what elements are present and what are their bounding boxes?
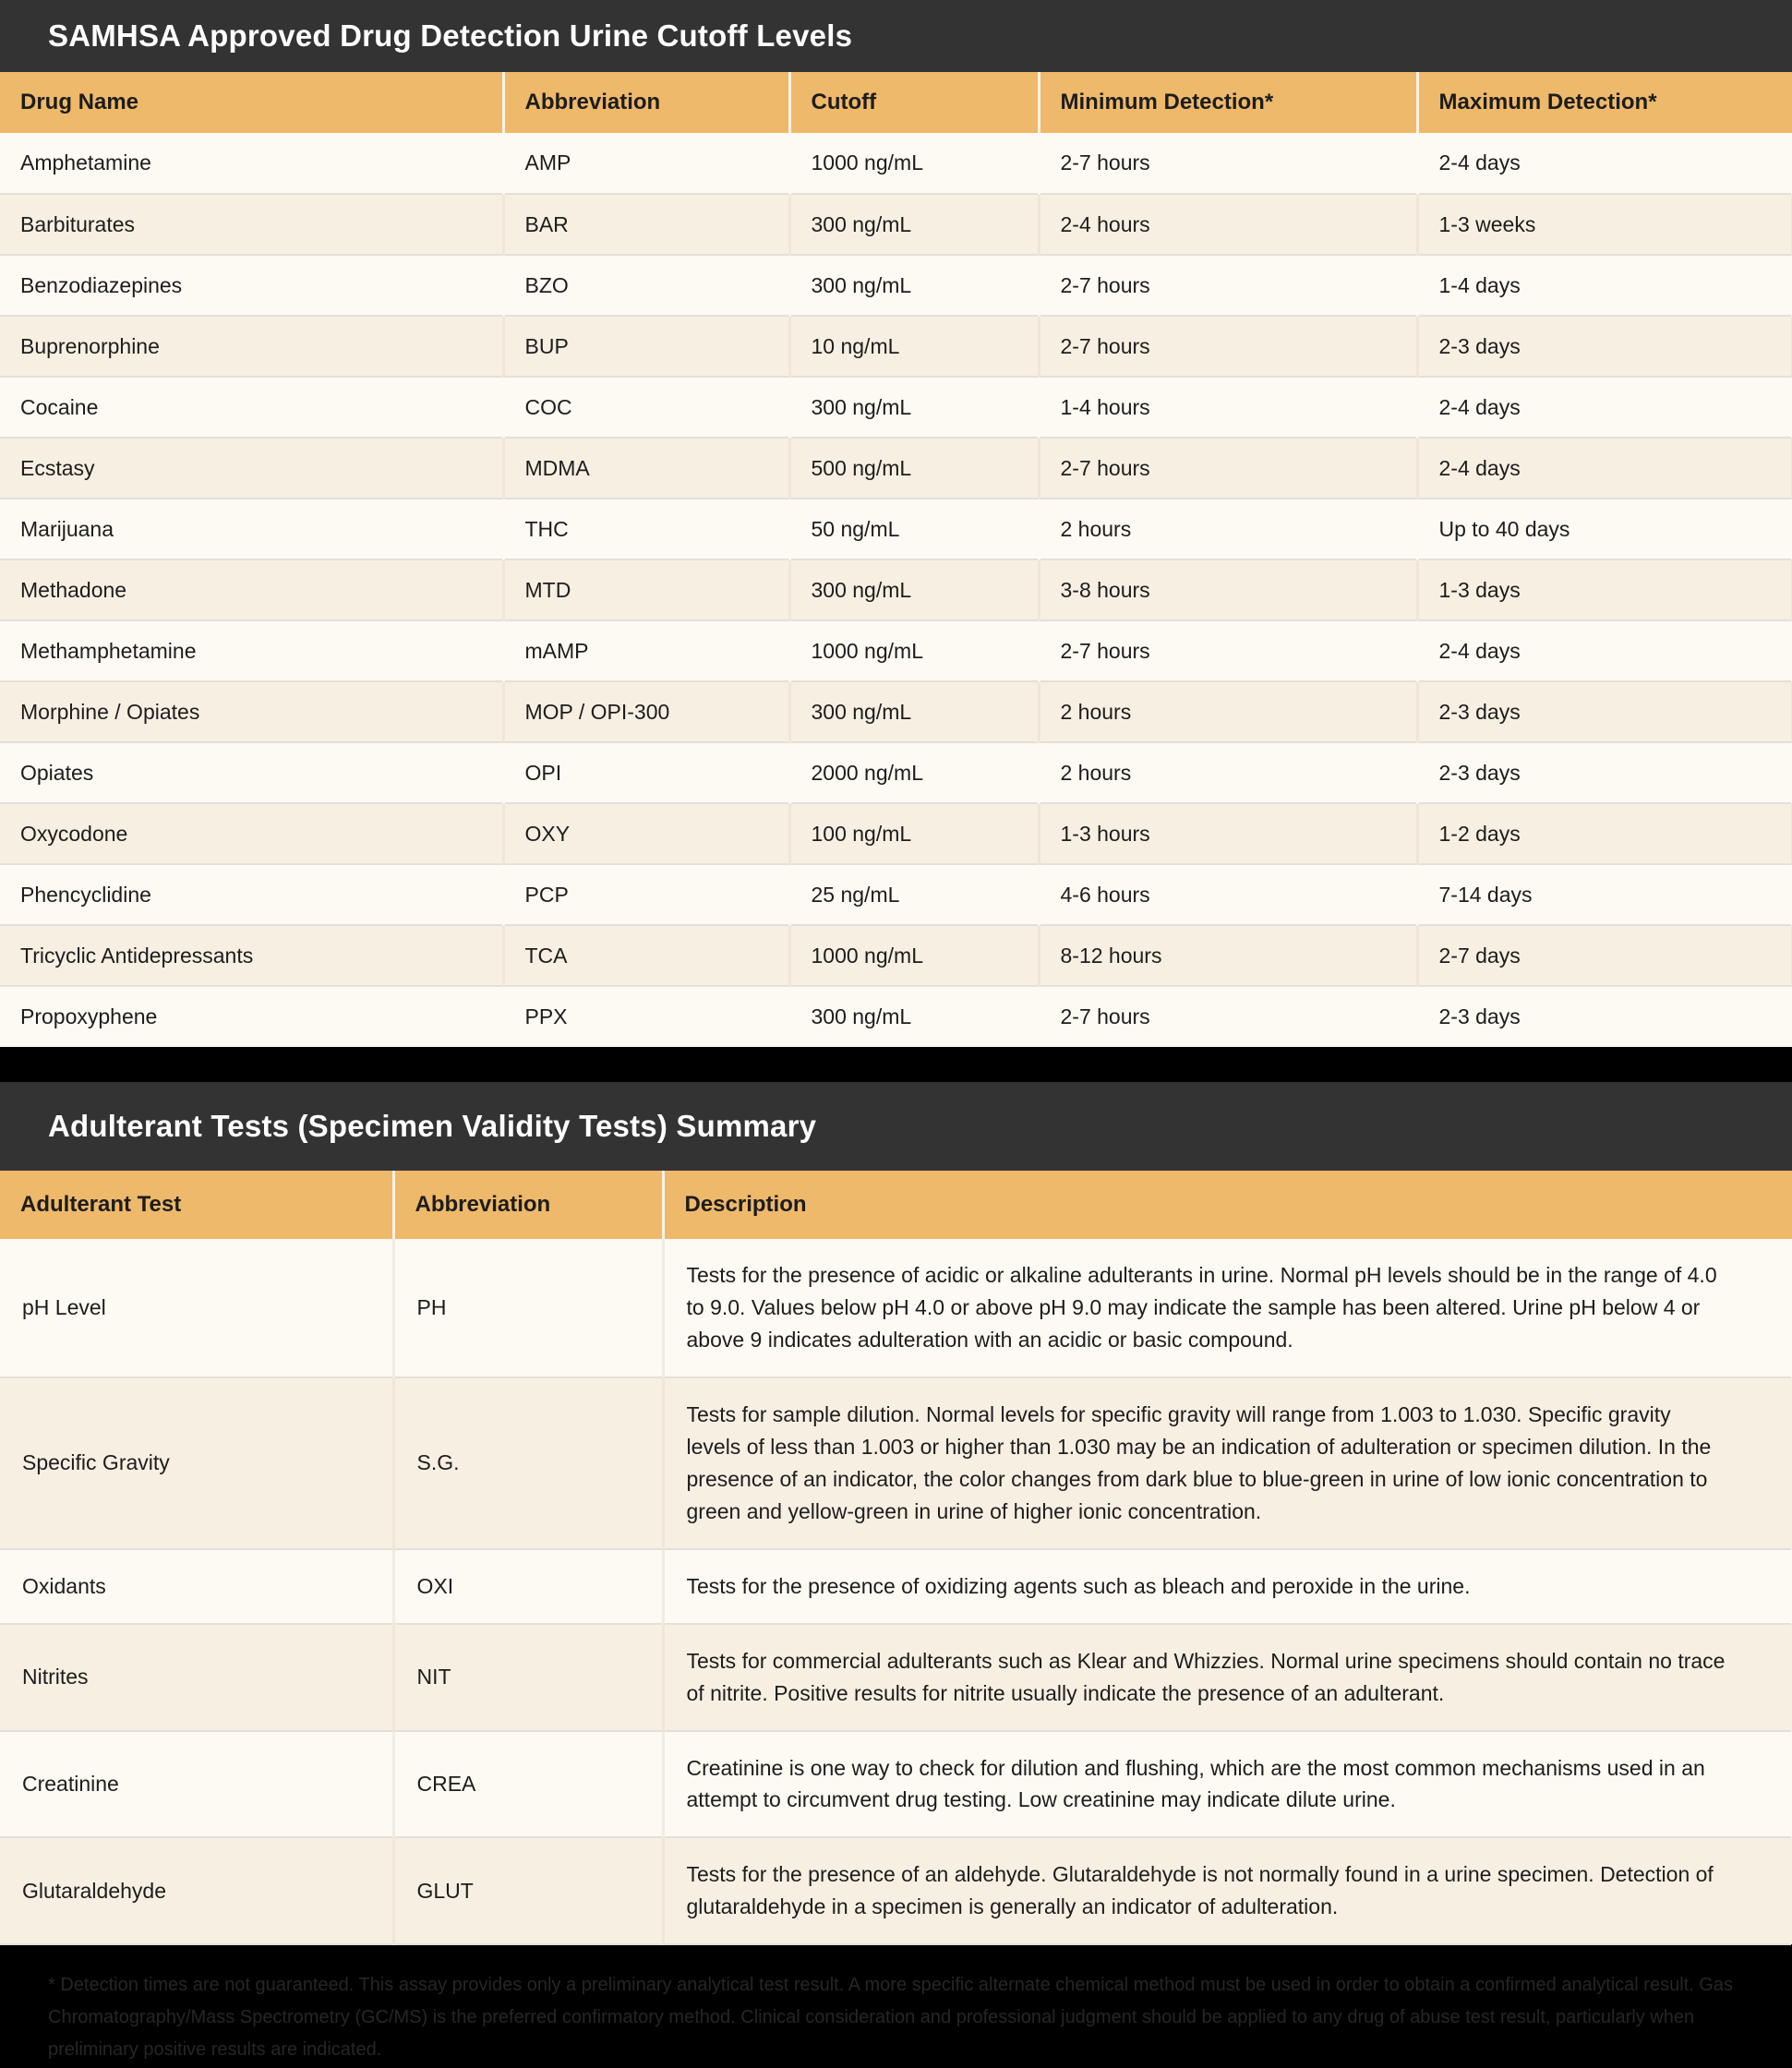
table-row [0,133,1792,194]
drug-minimum-detection: 4-6 hours [1039,864,1417,925]
table-row [0,559,1792,620]
drug-minimum-detection: 2-7 hours [1039,255,1417,316]
table-row [0,438,1792,499]
table-row [0,316,1792,377]
drug-name: Morphine / Opiates [0,681,503,742]
drug-name: Amphetamine [0,133,503,194]
drug-cutoff: 300 ng/mL [789,681,1039,742]
drug-cutoff: 1000 ng/mL [789,133,1039,194]
drug-table-header-row [0,72,1792,133]
drug-cutoff: 25 ng/mL [789,864,1039,925]
table-row [0,1624,1792,1731]
drug-abbreviation: THC [503,499,789,559]
section-divider-band [0,1047,1792,1082]
drug-maximum-detection: 1-2 days [1417,803,1792,864]
drug-minimum-detection: 2 hours [1039,742,1417,803]
column-header-description: Description [663,1171,1792,1239]
column-header-drug-name: Drug Name [0,72,503,133]
drug-abbreviation: TCA [503,925,789,986]
drug-abbreviation: PCP [503,864,789,925]
table-row [0,1239,1792,1377]
adulterant-description: Tests for the presence of an aldehyde. Glutaraldehyde is not normally found in a urine specimen. Detection of glutaraldehyde in a specimen is generally an indicator of adulteration. [663,1837,1792,1944]
table-row [0,499,1792,559]
footnote-disclaimer: * Detection times are not guaranteed. This assay provides only a preliminary analytical test result. A more specific alternate chemical method must be used in order to obtain a confirmed analytical result. Gas Chromatography/Mass Spectrometry (GC/MS) is the preferred confirmatory method. Clinical consideration and professional judgment should be applied to any drug of abuse test result, particularly when preliminary positive results are indicated. [0,1945,1792,2066]
drug-maximum-detection: 2-4 days [1417,133,1792,194]
drug-name: Marijuana [0,499,503,559]
table-row [0,864,1792,925]
table-row [0,377,1792,438]
adulterant-table-header-row [0,1171,1792,1239]
drug-name: Opiates [0,742,503,803]
table-row [0,255,1792,316]
adulterant-name: pH Level [0,1239,393,1377]
adulterant-abbreviation: OXI [393,1549,663,1624]
adulterant-table-body [0,1239,1792,1944]
drug-section-title: SAMHSA Approved Drug Detection Urine Cutoff Levels [48,18,853,53]
adulterant-description: Tests for sample dilution. Normal levels for specific gravity will range from 1.003 to 1.030. Specific gravity levels of less than 1.003 or higher than 1.030 may be an indication of adulteration or specimen dilution. In the presence of an indicator, the color changes from dark blue to blue-green in urine of low ionic concentration to green and yellow-green in urine of higher ionic concentration. [663,1377,1792,1549]
drug-minimum-detection: 2 hours [1039,499,1417,559]
drug-minimum-detection: 2-7 hours [1039,986,1417,1047]
drug-minimum-detection: 8-12 hours [1039,925,1417,986]
drug-cutoff: 1000 ng/mL [789,620,1039,681]
drug-minimum-detection: 2 hours [1039,681,1417,742]
table-row [0,986,1792,1047]
drug-name: Phencyclidine [0,864,503,925]
column-header-maximum-detection: Maximum Detection* [1417,72,1792,133]
drug-abbreviation: MTD [503,559,789,620]
drug-maximum-detection: 2-3 days [1417,986,1792,1047]
adulterant-name: Oxidants [0,1549,393,1624]
drug-name: Cocaine [0,377,503,438]
drug-abbreviation: AMP [503,133,789,194]
drug-abbreviation: COC [503,377,789,438]
column-header-cutoff: Cutoff [789,72,1039,133]
drug-cutoff: 300 ng/mL [789,255,1039,316]
drug-maximum-detection: 7-14 days [1417,864,1792,925]
table-row [0,1549,1792,1624]
drug-maximum-detection: 2-7 days [1417,925,1792,986]
drug-cutoff: 300 ng/mL [789,377,1039,438]
drug-section-banner [0,0,1792,72]
adulterant-name: Glutaraldehyde [0,1837,393,1944]
drug-minimum-detection: 2-7 hours [1039,620,1417,681]
drug-minimum-detection: 1-3 hours [1039,803,1417,864]
drug-abbreviation: BAR [503,194,789,255]
drug-name: Ecstasy [0,438,503,499]
drug-name: Oxycodone [0,803,503,864]
drug-maximum-detection: Up to 40 days [1417,499,1792,559]
drug-minimum-detection: 2-4 hours [1039,194,1417,255]
drug-cutoff: 300 ng/mL [789,194,1039,255]
adulterant-description: Creatinine is one way to check for dilution and flushing, which are the most common mechanisms used in an attempt to circumvent drug testing. Low creatinine may indicate dilute urine. [663,1731,1792,1838]
drug-minimum-detection: 2-7 hours [1039,133,1417,194]
drug-minimum-detection: 3-8 hours [1039,559,1417,620]
adulterant-abbreviation: S.G. [393,1377,663,1549]
table-row [0,803,1792,864]
adulterant-description: Tests for the presence of acidic or alkaline adulterants in urine. Normal pH levels should be in the range of 4.0 to 9.0. Values below pH 4.0 or above pH 9.0 may indicate the sample has been altered. Urine pH below 4 or above 9 indicates adulteration with an acidic or basic compound. [663,1239,1792,1377]
adulterant-test-table [0,1171,1792,1945]
drug-minimum-detection: 1-4 hours [1039,377,1417,438]
adulterant-description: Tests for the presence of oxidizing agents such as bleach and peroxide in the urine. [663,1549,1792,1624]
column-header-adulterant-test: Adulterant Test [0,1171,393,1239]
drug-name: Methamphetamine [0,620,503,681]
drug-abbreviation: mAMP [503,620,789,681]
drug-table-body [0,133,1792,1047]
drug-abbreviation: OPI [503,742,789,803]
table-row [0,925,1792,986]
drug-maximum-detection: 2-4 days [1417,620,1792,681]
column-header-adulterant-abbreviation: Abbreviation [393,1171,663,1239]
drug-maximum-detection: 1-3 weeks [1417,194,1792,255]
drug-maximum-detection: 2-3 days [1417,681,1792,742]
adulterant-abbreviation: CREA [393,1731,663,1838]
table-row [0,1837,1792,1944]
drug-name: Buprenorphine [0,316,503,377]
drug-name: Benzodiazepines [0,255,503,316]
table-row [0,194,1792,255]
drug-maximum-detection: 2-3 days [1417,316,1792,377]
drug-cutoff: 1000 ng/mL [789,925,1039,986]
column-header-abbreviation: Abbreviation [503,72,789,133]
table-row [0,742,1792,803]
adulterant-description: Tests for commercial adulterants such as Klear and Whizzies. Normal urine specimens should contain no trace of nitrite. Positive results for nitrite usually indicate the presence of an adulterant. [663,1624,1792,1731]
adulterant-abbreviation: NIT [393,1624,663,1731]
drug-cutoff-table [0,72,1792,1047]
drug-minimum-detection: 2-7 hours [1039,316,1417,377]
drug-cutoff: 500 ng/mL [789,438,1039,499]
adulterant-section-title: Adulterant Tests (Specimen Validity Tests) Summary [48,1108,817,1143]
drug-abbreviation: BUP [503,316,789,377]
drug-name: Tricyclic Antidepressants [0,925,503,986]
drug-abbreviation: MOP / OPI-300 [503,681,789,742]
drug-cutoff: 300 ng/mL [789,559,1039,620]
adulterant-table-head [0,1171,1792,1239]
drug-cutoff: 2000 ng/mL [789,742,1039,803]
drug-minimum-detection: 2-7 hours [1039,438,1417,499]
drug-table-head [0,72,1792,133]
drug-abbreviation: OXY [503,803,789,864]
drug-cutoff: 50 ng/mL [789,499,1039,559]
adulterant-name: Nitrites [0,1624,393,1731]
adulterant-abbreviation: PH [393,1239,663,1377]
drug-abbreviation: MDMA [503,438,789,499]
adulterant-name: Specific Gravity [0,1377,393,1549]
drug-name: Propoxyphene [0,986,503,1047]
drug-cutoff: 10 ng/mL [789,316,1039,377]
drug-abbreviation: PPX [503,986,789,1047]
drug-maximum-detection: 2-4 days [1417,438,1792,499]
drug-maximum-detection: 2-3 days [1417,742,1792,803]
drug-abbreviation: BZO [503,255,789,316]
table-row [0,1731,1792,1838]
drug-maximum-detection: 1-3 days [1417,559,1792,620]
drug-cutoff: 300 ng/mL [789,986,1039,1047]
adulterant-section-banner [0,1082,1792,1171]
drug-maximum-detection: 1-4 days [1417,255,1792,316]
drug-name: Barbiturates [0,194,503,255]
column-header-minimum-detection: Minimum Detection* [1039,72,1417,133]
adulterant-abbreviation: GLUT [393,1837,663,1944]
table-row [0,1377,1792,1549]
table-row [0,681,1792,742]
drug-name: Methadone [0,559,503,620]
table-row [0,620,1792,681]
adulterant-name: Creatinine [0,1731,393,1838]
drug-cutoff: 100 ng/mL [789,803,1039,864]
drug-maximum-detection: 2-4 days [1417,377,1792,438]
